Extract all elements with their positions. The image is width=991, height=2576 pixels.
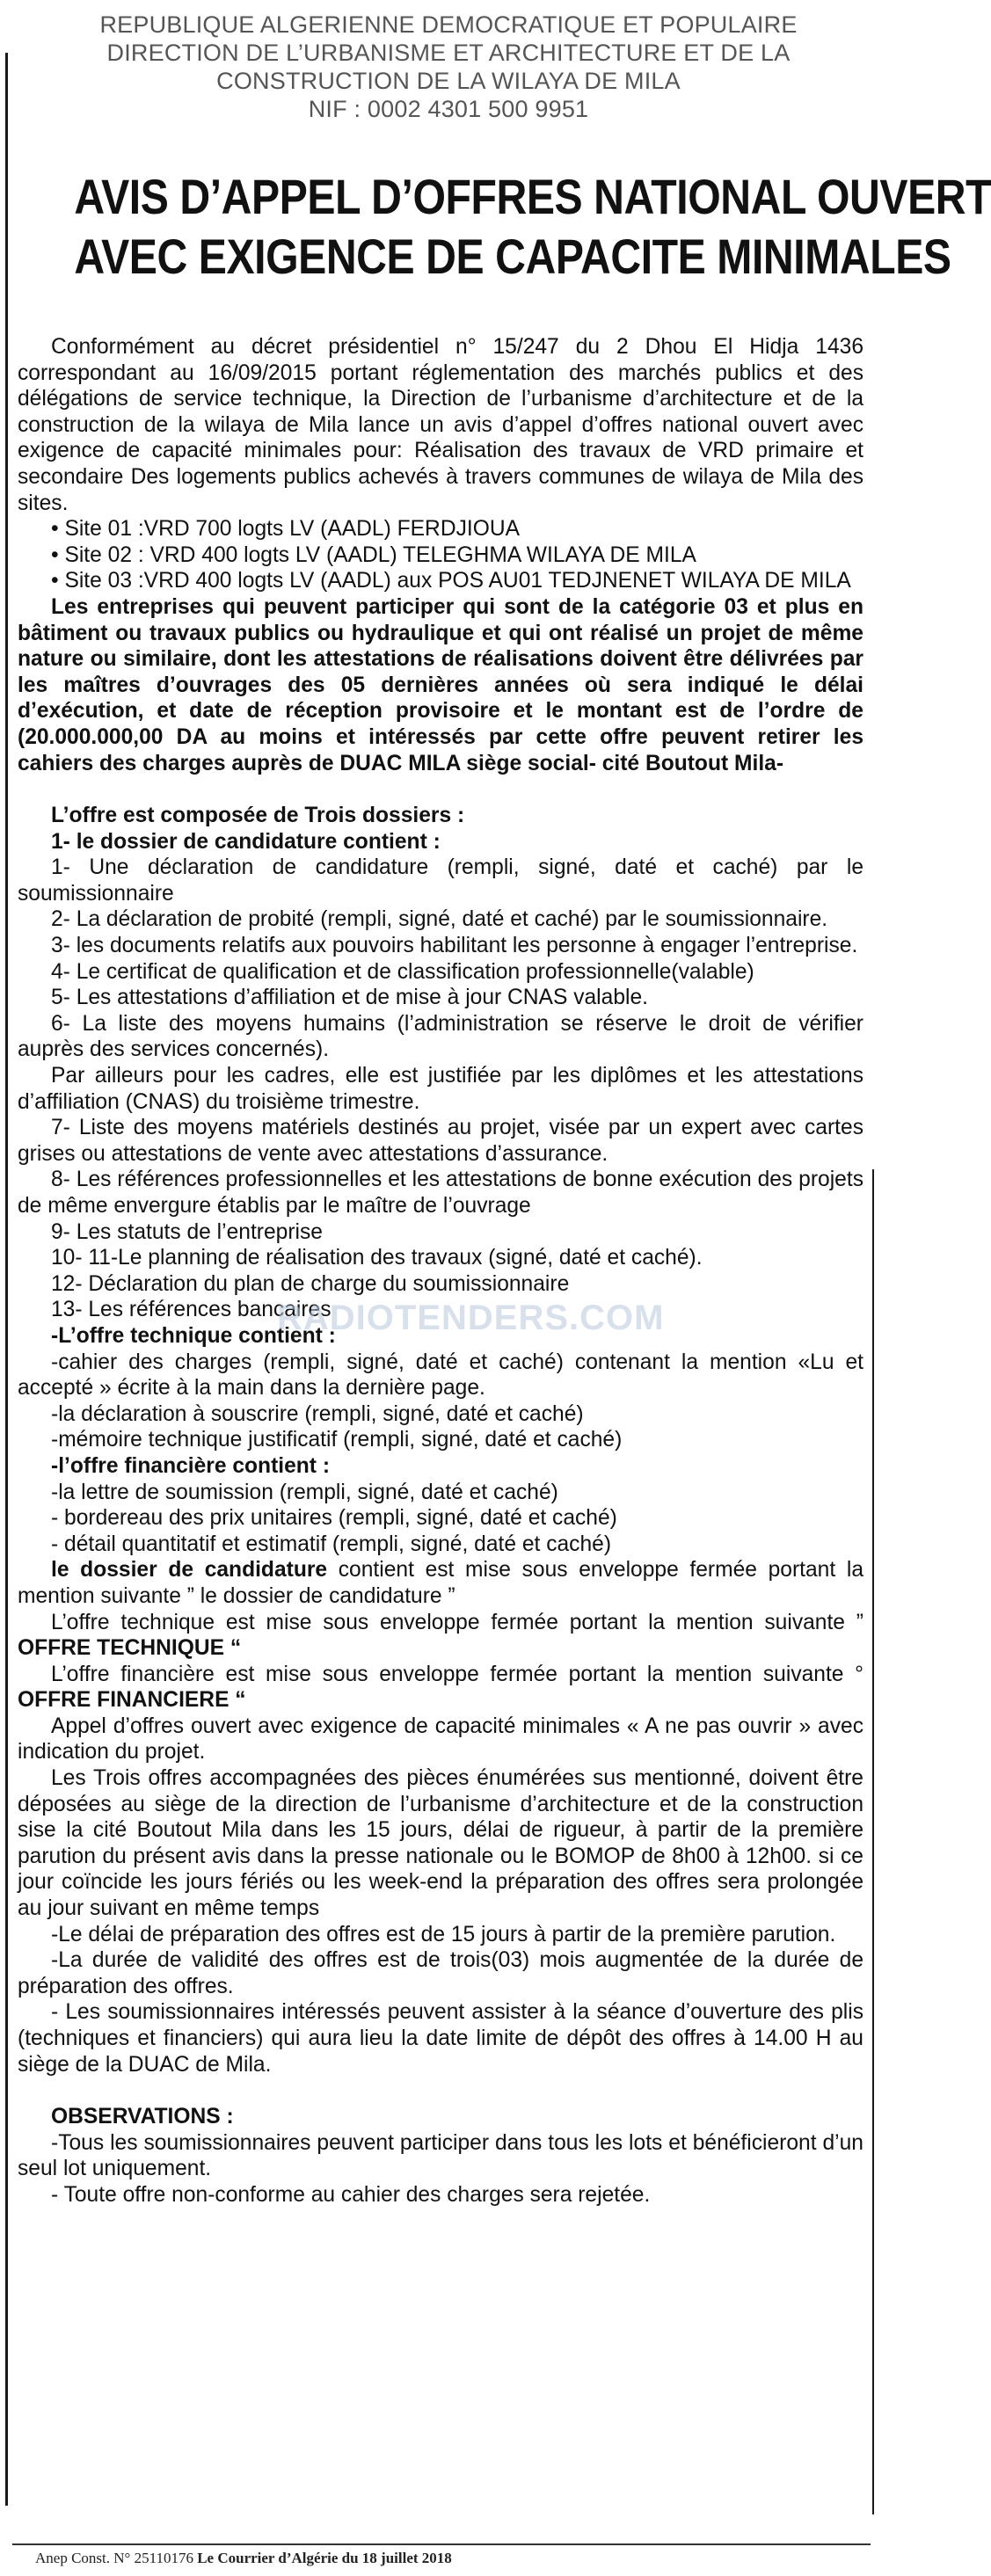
right-border-rule: [872, 1169, 874, 2514]
technical-heading: -L’offre technique contient :: [51, 1323, 336, 1348]
header-line-1: REPUBLIQUE ALGERIENNE DEMOCRATIQUE ET POPULAIRE: [99, 11, 798, 38]
notice-title: [74, 167, 991, 287]
envelope-candidature-label: le dossier de candidature: [51, 1558, 328, 1583]
title-line-1: AVIS D’APPEL D’OFFRES NATIONAL OUVERT: [74, 169, 991, 224]
validity-paragraph: -La durée de validité des offres est de trois(03) mois augmentée de la durée de préparation des offres.: [18, 1948, 863, 1998]
spacer: [18, 2078, 863, 2104]
candidature-item: Par ailleurs pour les cadres, elle est justifiée par les diplômes et les attestations d’affiliation (CNAS) du troisième trimestre.: [18, 1064, 863, 1114]
envelope-technical-text: L’offre technique est mise sous enveloppe fermée portant la mention suivante ”: [51, 1610, 863, 1634]
footer-ref: Anep Const. N° 25110176: [35, 2550, 193, 2566]
intro-paragraph: Conformément au décret présidentiel n° 15/247 du 2 Dhou El Hidja 1436 correspondant au 16/09/2015 portant réglementation des marchés publics et des délégations de service technique, la Direction de l’urbanisme d’architecture et de la construction de la wilaya de Mila lance un avis d’appel d’offres national ouvert avec exigence de capacité minimales pour: Réalisation des travaux de VRD primaire et secondaire Des logements publics achevés à travers communes de wilaya de Mila des sites.: [18, 335, 863, 515]
header-nif: NIF : 0002 4301 500 9951: [308, 96, 589, 122]
observations-heading: OBSERVATIONS :: [51, 2105, 234, 2129]
envelope-financial-label: OFFRE FINANCIERE “: [18, 1688, 246, 1713]
candidature-item: 6- La liste des moyens humains (l’administration se réserve le droit de vérifier auprès des services concernés).: [18, 1011, 863, 1062]
publication-footer: [35, 2550, 452, 2567]
envelope-technical: [18, 1610, 863, 1662]
candidature-item: 1- Une déclaration de candidature (rempli, signé, daté et caché) par le soumissionnaire: [18, 855, 863, 906]
site-watermark: RADIOTENDERS.COM: [277, 1299, 665, 1337]
candidature-item: 4- Le certificat de qualification et de classification professionnelle(valable): [51, 959, 754, 984]
spacer: [18, 776, 863, 803]
site-item-2: • Site 02 : VRD 400 logts LV (AADL) TELEGHMA WILAYA DE MILA: [51, 542, 696, 567]
left-border-rule: [5, 53, 8, 2506]
deposit-paragraph: Les Trois offres accompagnées des pièces énumérées sus mentionné, doivent être déposées au siège de la direction de l’urbanisme d’architecture et de la construction sise la cité Boutout Mila dans les 15 jours, délai de rigueur, à partir de la première parution du présent avis dans la presse nationale ou le BOMOP de 8h00 à 12h00. si ce jour coïncide les jours fériés ou les week-end la préparation des offres sera prolongée au jour suivant en même temps: [18, 1766, 863, 1921]
candidature-item: 9- Les statuts de l’entreprise: [51, 1219, 323, 1244]
header-line-3: CONSTRUCTION DE LA WILAYA DE MILA: [216, 68, 681, 94]
footer-publication: Le Courrier d’Algérie du 18 juillet 2018: [197, 2550, 452, 2566]
candidature-item: 7- Liste des moyens matériels destinés au projet, visée par un expert avec cartes grises ou attestations de vente avec attestations d’assurance.: [18, 1116, 863, 1166]
candidature-item: 3- les documents relatifs aux pouvoirs habilitant les personne à engager l’entreprise.: [51, 934, 858, 958]
notice-body: [18, 334, 863, 2209]
title-line-2: AVEC EXIGENCE DE CAPACITE MINIMALES: [74, 229, 951, 284]
offer-heading: L’offre est composée de Trois dossiers :: [51, 804, 465, 828]
site-item-1: • Site 01 :VRD 700 logts LV (AADL) FERDJIOUA: [51, 517, 521, 542]
envelope-candidature: [18, 1557, 863, 1609]
financial-item: -la lettre de soumission (rempli, signé, daté et caché): [51, 1480, 558, 1504]
candidature-item: 8- Les références professionnelles et les attestations de bonne exécution des projets de même envergure établis par le maître de l’ouvrage: [18, 1168, 863, 1218]
candidature-item: 5- Les attestations d’affiliation et de mise à jour CNAS valable.: [51, 986, 648, 1010]
prep-delay: -Le délai de préparation des offres est de 15 jours à partir de la première parution.: [51, 1922, 836, 1947]
call-note: Appel d’offres ouvert avec exigence de capacité minimales « A ne pas ouvrir » avec indication du projet.: [18, 1714, 863, 1765]
header-line-2: DIRECTION DE L’URBANISME ET ARCHITECTURE ET DE LA: [106, 40, 791, 66]
technical-item: -la déclaration à souscrire (rempli, signé, daté et caché): [51, 1401, 584, 1426]
envelope-candidature-text: contient est mise sous enveloppe fermée portant la mention suivante ” le dossier de candidature ”: [18, 1558, 863, 1608]
eligibility-paragraph: Les entreprises qui peuvent participer qui sont de la catégorie 03 et plus en bâtiment ou travaux publics ou hydraulique et qui ont réalisé un projet de même nature ou similaire, dont les attestations de réalisations doivent être délivrées par les maîtres d’ouvrages des 05 dernières années où sera indiqué le délai d’exécution, et date de réception provisoire et le montant est de l’ordre de (20.000.000,00 DA au moins et intéressés par cette offre peuvent retirer les cahiers des charges auprès de DUAC MILA siège social- cité Boutout Mila-: [18, 594, 863, 775]
technical-item: -cahier des charges (rempli, signé, daté et caché) contenant la mention «Lu et accepté » écrite à la main dans la dernière page.: [18, 1350, 863, 1401]
envelope-financial: [18, 1662, 863, 1714]
candidature-item: 13- Les références bancaires: [51, 1298, 332, 1322]
opening-paragraph: - Les soumissionnaires intéressés peuvent assister à la séance d’ouverture des plis (techniques et financiers) qui aura lieu la date limite de dépôt des offres à 14.00 H au siège de la DUAC de Mila.: [18, 2000, 863, 2077]
issuer-header: [35, 11, 862, 123]
financial-item: - détail quantitatif et estimatif (rempli, signé, daté et caché): [51, 1532, 612, 1556]
candidature-item: 10- 11-Le planning de réalisation des travaux (signé, daté et caché).: [51, 1246, 703, 1270]
envelope-financial-text: L’offre financière est mise sous enveloppe fermée portant la mention suivante °: [51, 1662, 863, 1686]
financial-heading: -l’offre financière contient :: [51, 1453, 331, 1478]
footer-rule: [12, 2543, 871, 2545]
technical-item: -mémoire technique justificatif (rempli, signé, daté et caché): [51, 1428, 623, 1452]
observation-item: -Tous les soumissionnaires peuvent participer dans tous les lots et bénéficieront d’un seul lot uniquement.: [18, 2130, 863, 2181]
financial-item: - bordereau des prix unitaires (rempli, signé, daté et caché): [51, 1506, 617, 1531]
site-item-3: • Site 03 :VRD 400 logts LV (AADL) aux POS AU01 TEDJNENET WILAYA DE MILA: [51, 569, 851, 593]
envelope-technical-label: OFFRE TECHNIQUE “: [18, 1636, 242, 1661]
candidature-item: 12- Déclaration du plan de charge du soumissionnaire: [51, 1271, 570, 1296]
observation-item: - Toute offre non-conforme au cahier des charges sera rejetée.: [51, 2182, 651, 2207]
candidature-item: 2- La déclaration de probité (rempli, signé, daté et caché) par le soumissionnaire.: [51, 907, 828, 932]
candidature-heading: 1- le dossier de candidature contient :: [51, 829, 441, 854]
